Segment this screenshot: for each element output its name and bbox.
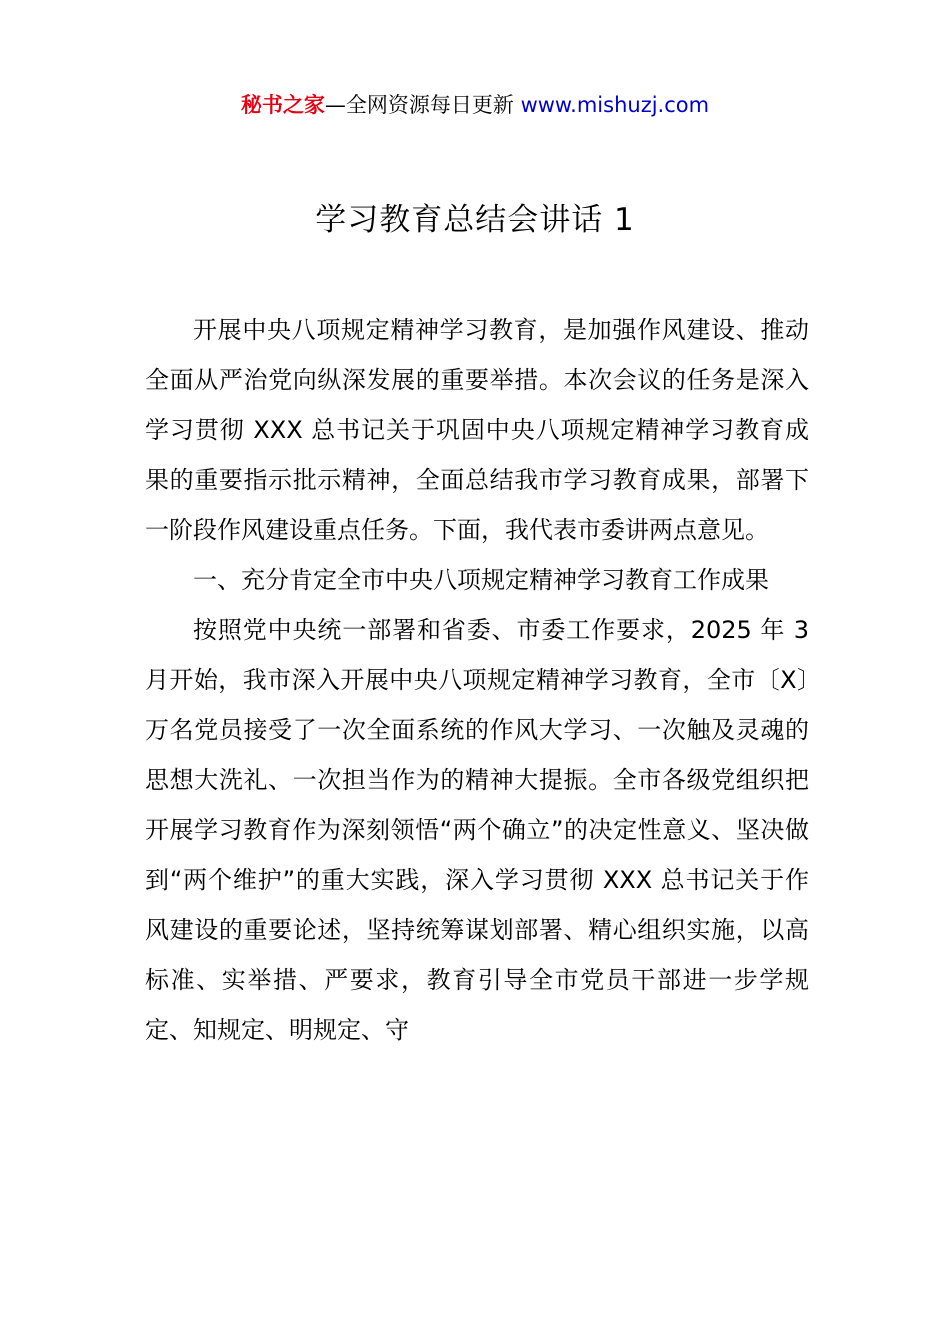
site-tagline: —全网资源每日更新	[324, 93, 521, 117]
site-brand: 秘书之家	[240, 93, 325, 117]
section-heading-1: 一、充分肯定全市中央八项规定精神学习教育工作成果	[193, 566, 769, 594]
document-body	[145, 305, 809, 1055]
paragraph-section-1: 按照党中央统一部署和省委、市委工作要求，2025 年 3 月开始，我市深入开展中央八项规定精神学习教育，全市〔X〕万名党员接受了一次全面系统的作风大学习、一次触及灵魂的思想大洗礼、一次担当作为的精神大提振。全市各级党组织把开展学习教育作为深刻领悟“两个确立”的决定性意义、坚决做到“两个维护”的重大实践，深入学习贯彻 XXX 总书记关于作风建设的重要论述，坚持统筹谋划部署、精心组织实施，以高标准、实举措、严要求，教育引导全市党员干部进一步学规定、知规定、明规定、守	[145, 616, 809, 1044]
site-url-link[interactable]: www.mishuzj.com	[520, 93, 710, 117]
paragraph-intro: 开展中央八项规定精神学习教育，是加强作风建设、推动全面从严治党向纵深发展的重要举措。本次会议的任务是深入学习贯彻 XXX 总书记关于巩固中央八项规定精神学习教育成果的重要指示批示精神，全面总结我市学习教育成果，部署下一阶段作风建设重点任务。下面，我代表市委讲两点意见。	[145, 316, 809, 544]
document-title: 学习教育总结会讲话 1	[315, 202, 635, 238]
site-header	[0, 88, 950, 122]
